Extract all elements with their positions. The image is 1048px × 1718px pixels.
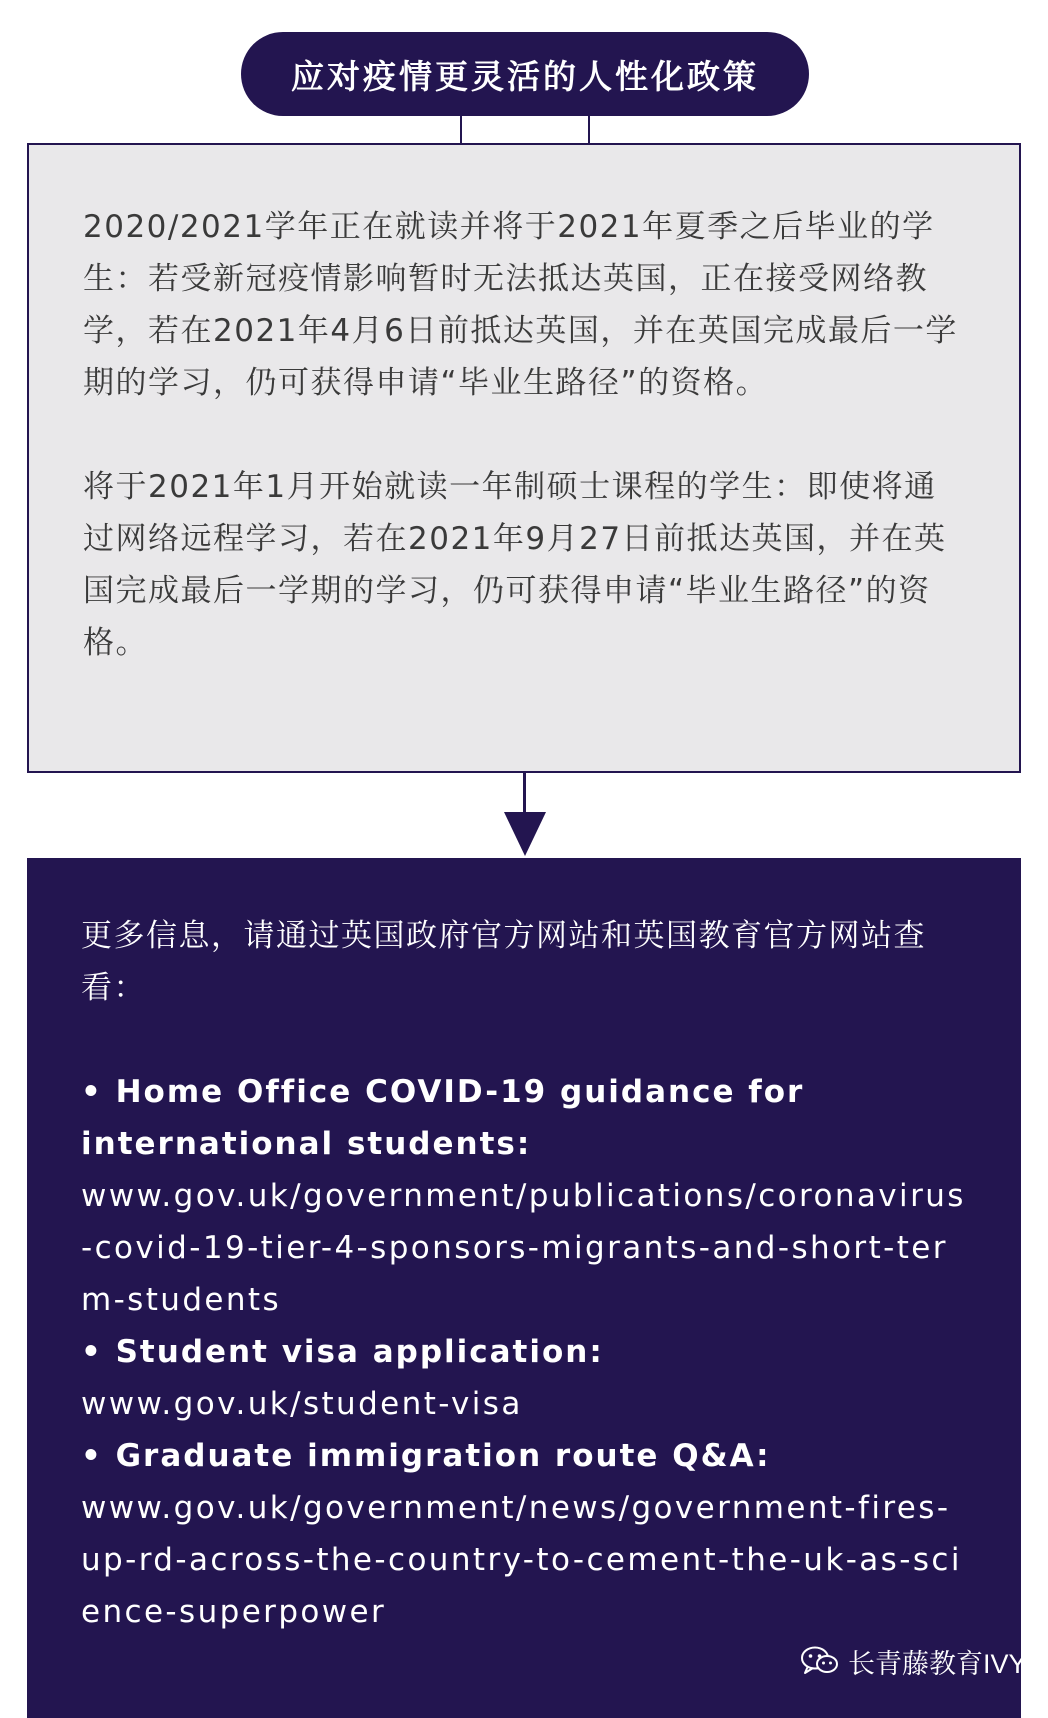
policy-paragraph-2: 将于2021年1月开始就读一年制硕士课程的学生：即使将通过网络远程学习，若在2021年9月27日前抵达英国，并在英国完成最后一学期的学习，仍可获得申请“毕业生路径”的资格。 [83, 469, 947, 661]
connector-line-right [588, 116, 590, 144]
resource-item-graduate-route [81, 1430, 971, 1638]
down-arrow-shaft [523, 773, 526, 815]
watermark-text: 长青藤教育IVY [848, 1648, 1027, 1679]
info-intro: 更多信息，请通过英国政府官方网站和英国教育官方网站查看： [81, 918, 926, 1006]
down-arrow-icon [504, 812, 546, 856]
resource-link[interactable]: www.gov.uk/government/publications/coronavirus-covid-19-tier-4-sponsors-migrants-and-short-term-students [81, 1178, 966, 1318]
resource-title: • Student visa application: [81, 1334, 604, 1370]
resource-link[interactable]: www.gov.uk/government/news/government-fires-up-rd-across-the-country-to-cement-the-uk-as-science-superpower [81, 1490, 962, 1630]
section-title: 应对疫情更灵活的人性化政策 [291, 56, 759, 96]
section-title-pill [241, 32, 809, 116]
resource-title: • Home Office COVID-19 guidance for international students: [81, 1074, 805, 1162]
connector-line-left [460, 116, 462, 144]
resource-item-covid-guidance [81, 1066, 971, 1326]
info-box [27, 858, 1021, 1718]
resource-item-student-visa [81, 1326, 971, 1430]
wechat-icon [800, 1645, 840, 1677]
policy-box [27, 143, 1021, 773]
resource-title: • Graduate immigration route Q&A: [81, 1438, 771, 1474]
resource-link[interactable]: www.gov.uk/student-visa [81, 1386, 523, 1422]
policy-paragraph-1: 2020/2021学年正在就读并将于2021年夏季之后毕业的学生：若受新冠疫情影响暂时无法抵达英国，正在接受网络教学，若在2021年4月6日前抵达英国，并在英国完成最后一学期的学习，仍可获得申请“毕业生路径”的资格。 [83, 209, 958, 401]
watermark [800, 1635, 1027, 1687]
